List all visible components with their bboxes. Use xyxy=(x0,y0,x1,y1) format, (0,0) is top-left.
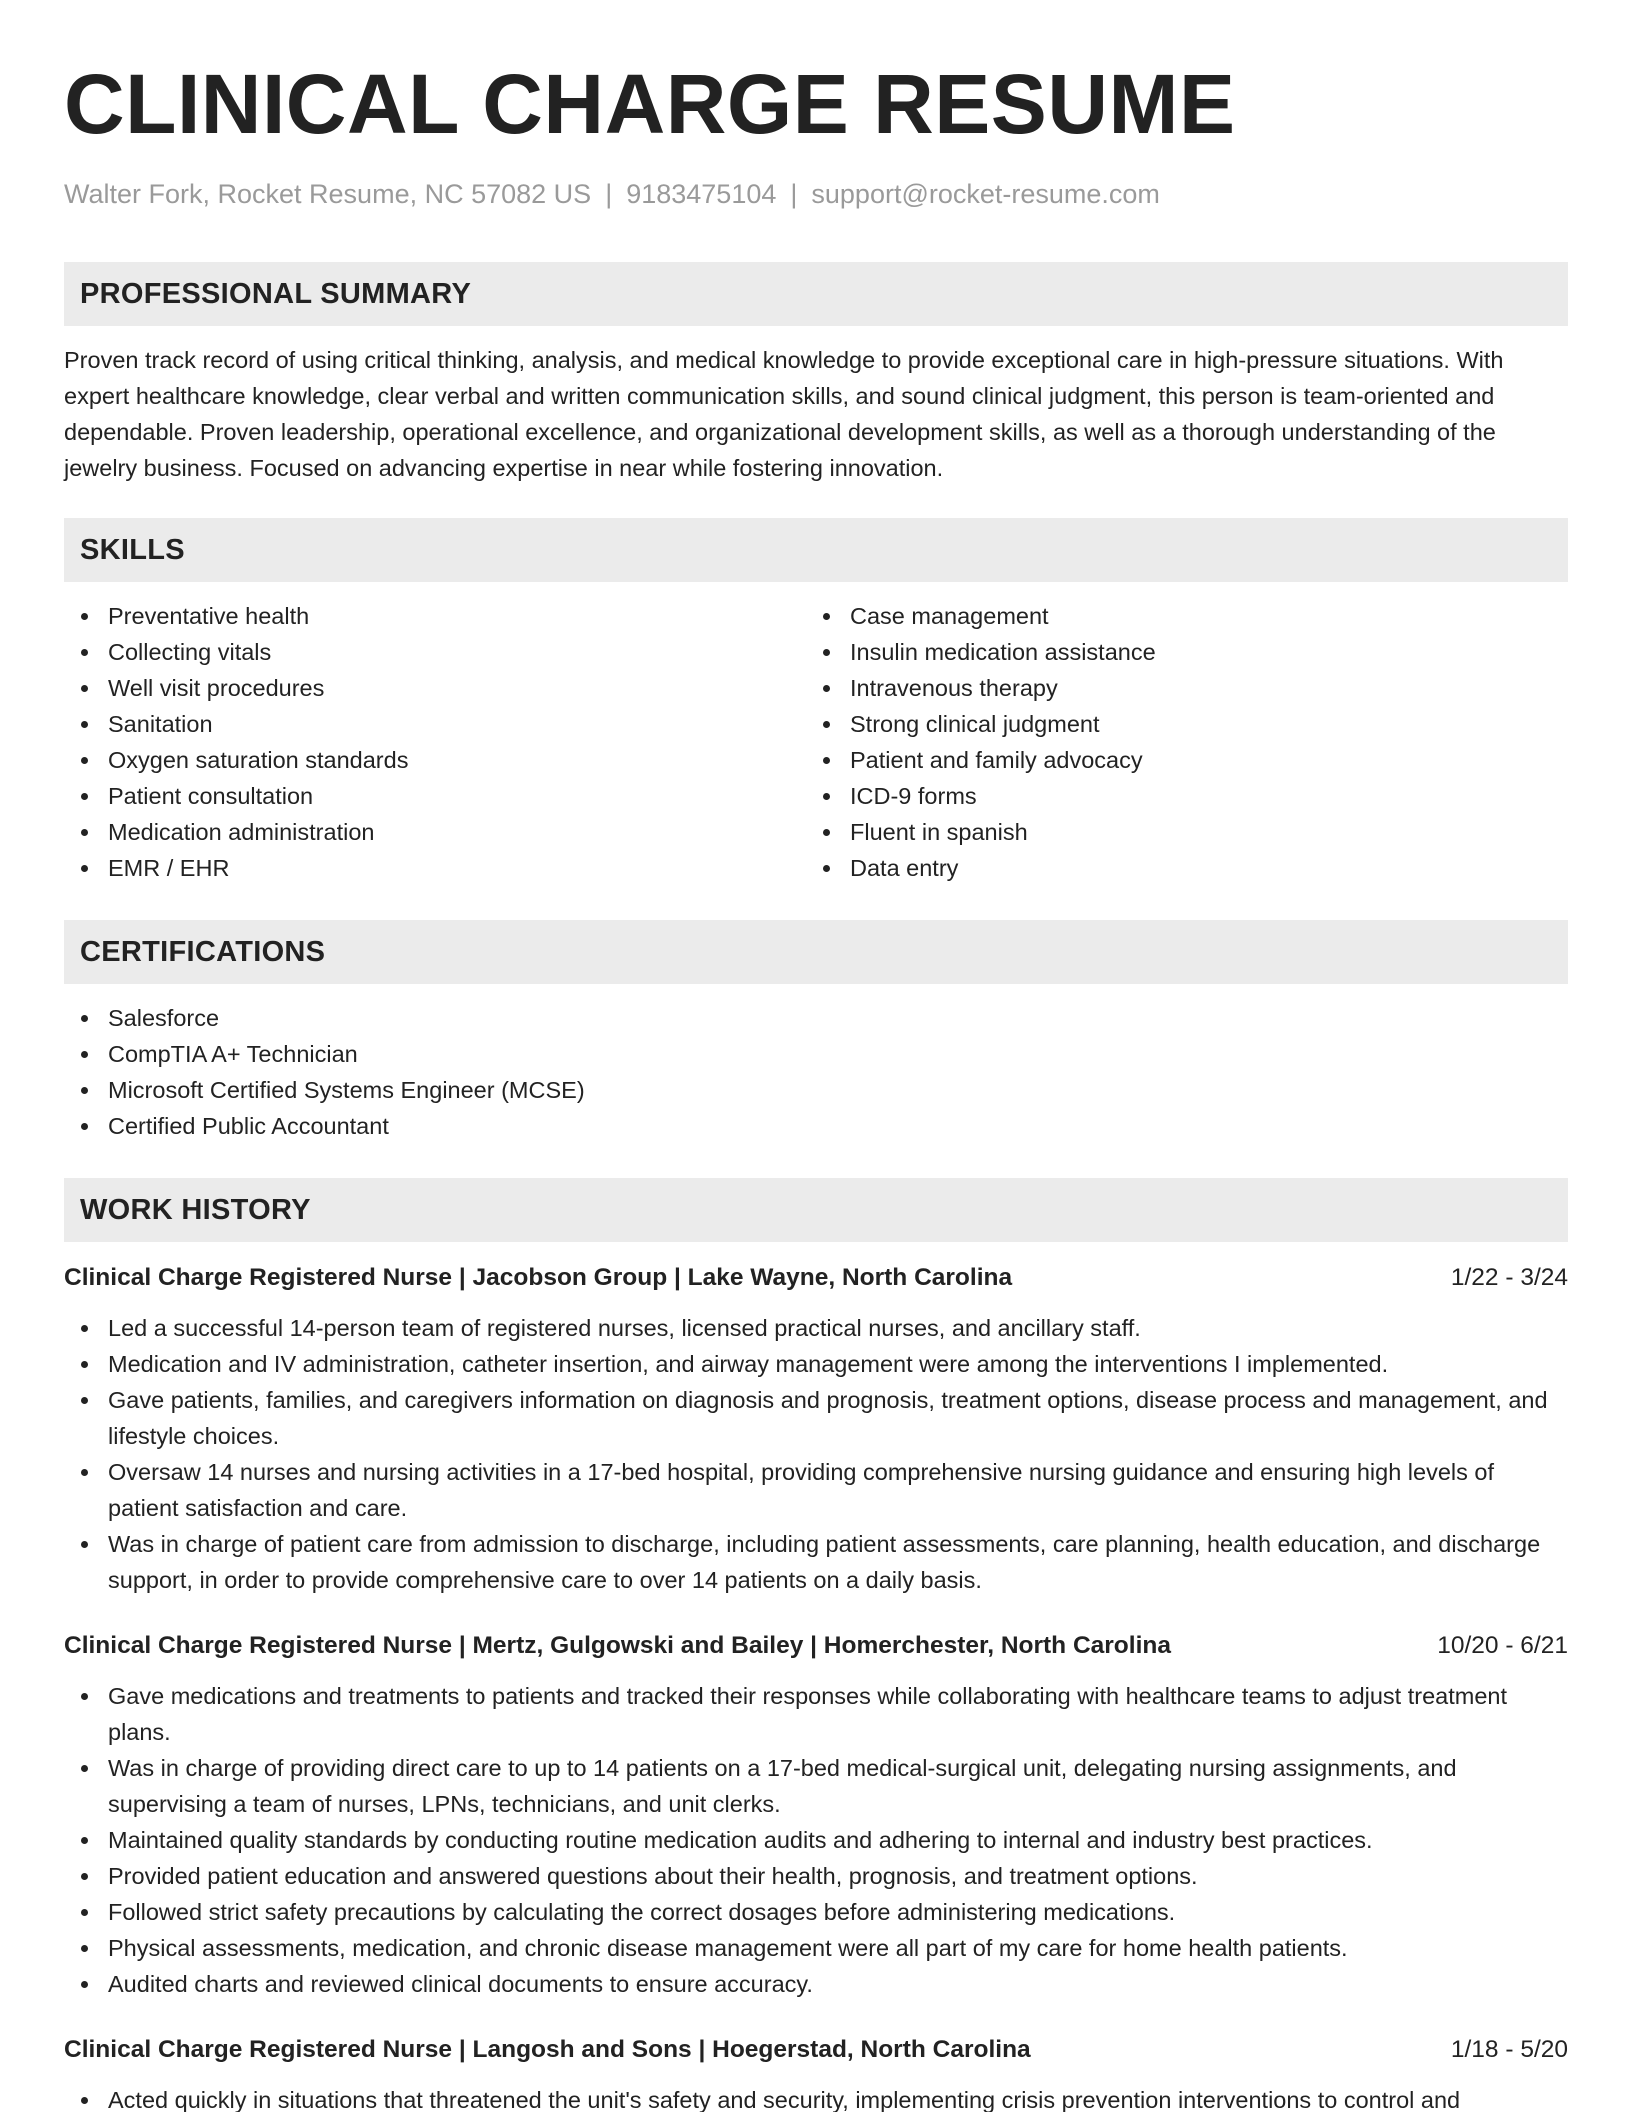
job-bullet-list xyxy=(64,1678,1568,2002)
job-title: Clinical Charge Registered Nurse | Langosh and Sons | Hoegerstad, North Carolina xyxy=(64,2036,1031,2063)
job-bullet-list xyxy=(64,1310,1568,1598)
job-bullet: Maintained quality standards by conducting routine medication audits and adhering to internal and industry best practices. xyxy=(64,1822,1548,1858)
job-bullet: Led a successful 14-person team of registered nurses, licensed practical nurses, and ancillary staff. xyxy=(64,1310,1548,1346)
skill-item: ICD-9 forms xyxy=(806,778,1548,814)
certification-item: Certified Public Accountant xyxy=(64,1108,1568,1144)
job-bullet: Physical assessments, medication, and chronic disease management were all part of my care for home health patients. xyxy=(64,1930,1548,1966)
job-title: Clinical Charge Registered Nurse | Mertz, Gulgowski and Bailey | Homerchester, North Carolina xyxy=(64,1632,1171,1659)
skill-item: Medication administration xyxy=(64,814,806,850)
skill-item: Intravenous therapy xyxy=(806,670,1548,706)
job-dates: 1/22 - 3/24 xyxy=(1450,1264,1568,1291)
job-entry xyxy=(64,1628,1568,2002)
contact-separator: | xyxy=(605,179,613,209)
contact-separator: | xyxy=(790,179,798,209)
job-dates: 1/18 - 5/20 xyxy=(1450,2036,1568,2063)
skill-item: Well visit procedures xyxy=(64,670,806,706)
section-heading-summary xyxy=(64,262,1568,326)
job-bullet: Oversaw 14 nurses and nursing activities in a 17-bed hospital, providing comprehensive nursing guidance and ensuring high levels of patient satisfaction and care. xyxy=(64,1454,1548,1526)
skill-item: Data entry xyxy=(806,850,1548,886)
skills-grid xyxy=(64,598,1568,886)
section-heading-skills xyxy=(64,518,1568,582)
job-entry xyxy=(64,1260,1568,1598)
section-heading-label: PROFESSIONAL SUMMARY xyxy=(80,277,472,310)
job-bullet: Provided patient education and answered questions about their health, prognosis, and treatment options. xyxy=(64,1858,1548,1894)
certifications-list xyxy=(64,1000,1568,1144)
skill-item: Insulin medication assistance xyxy=(806,634,1548,670)
job-entry xyxy=(64,2032,1568,2112)
job-header xyxy=(64,1628,1568,1664)
section-heading-certifications xyxy=(64,920,1568,984)
job-bullet: Medication and IV administration, catheter insertion, and airway management were among the interventions I implemented. xyxy=(64,1346,1548,1382)
skills-list-left xyxy=(64,598,806,886)
skill-item: Collecting vitals xyxy=(64,634,806,670)
job-bullet: Audited charts and reviewed clinical documents to ensure accuracy. xyxy=(64,1966,1548,2002)
resume-title: CLINICAL CHARGE RESUME xyxy=(64,57,1236,151)
job-bullet: Gave patients, families, and caregivers information on diagnosis and prognosis, treatment options, disease process and management, and lifestyle choices. xyxy=(64,1382,1548,1454)
job-bullet: Gave medications and treatments to patients and tracked their responses while collaborating with healthcare teams to adjust treatment plans. xyxy=(64,1678,1548,1750)
skill-item: Patient and family advocacy xyxy=(806,742,1548,778)
skill-item: Sanitation xyxy=(64,706,806,742)
section-heading-label: SKILLS xyxy=(80,533,185,566)
certification-item: Salesforce xyxy=(64,1000,1568,1036)
job-header xyxy=(64,2032,1568,2068)
skill-item: Case management xyxy=(806,598,1548,634)
skill-item: Patient consultation xyxy=(64,778,806,814)
job-bullet: Followed strict safety precautions by calculating the correct dosages before administering medications. xyxy=(64,1894,1548,1930)
job-title: Clinical Charge Registered Nurse | Jacobson Group | Lake Wayne, North Carolina xyxy=(64,1264,1013,1291)
certification-item: Microsoft Certified Systems Engineer (MCSE) xyxy=(64,1072,1568,1108)
summary-text: Proven track record of using critical thinking, analysis, and medical knowledge to provide exceptional care in high-pressure situations. With expert healthcare knowledge, clear verbal and written communication skills, and sound clinical judgment, this person is team-oriented and dependable. Proven leadership, operational excellence, and organizational development skills, as well as a thorough understanding of the jewelry business. Focused on advancing expertise in near while fostering innovation. xyxy=(64,347,1504,481)
section-heading-label: CERTIFICATIONS xyxy=(80,935,326,968)
section-heading-work-history xyxy=(64,1178,1568,1242)
job-bullet-list xyxy=(64,2082,1568,2112)
job-bullet: Was in charge of patient care from admission to discharge, including patient assessments, care planning, health education, and discharge support, in order to provide comprehensive care to over 14 patients on a daily basis. xyxy=(64,1526,1548,1598)
certification-item: CompTIA A+ Technician xyxy=(64,1036,1568,1072)
skill-item: Fluent in spanish xyxy=(806,814,1548,850)
skill-item: Preventative health xyxy=(64,598,806,634)
skill-item: Oxygen saturation standards xyxy=(64,742,806,778)
contact-line xyxy=(64,176,1568,212)
job-header xyxy=(64,1260,1568,1296)
job-dates: 10/20 - 6/21 xyxy=(1437,1632,1568,1659)
contact-phone: 9183475104 xyxy=(626,179,777,209)
contact-email[interactable]: support@rocket-resume.com xyxy=(811,179,1160,209)
skill-item: EMR / EHR xyxy=(64,850,806,886)
job-bullet: Acted quickly in situations that threatened the unit's safety and security, implementing crisis prevention interventions to control and xyxy=(64,2082,1548,2112)
section-heading-label: WORK HISTORY xyxy=(80,1193,311,1226)
contact-address: Walter Fork, Rocket Resume, NC 57082 US xyxy=(64,179,592,209)
skills-list-right xyxy=(806,598,1548,886)
skill-item: Strong clinical judgment xyxy=(806,706,1548,742)
job-bullet: Was in charge of providing direct care to up to 14 patients on a 17-bed medical-surgical unit, delegating nursing assignments, and supervising a team of nurses, LPNs, technicians, and unit clerks. xyxy=(64,1750,1548,1822)
